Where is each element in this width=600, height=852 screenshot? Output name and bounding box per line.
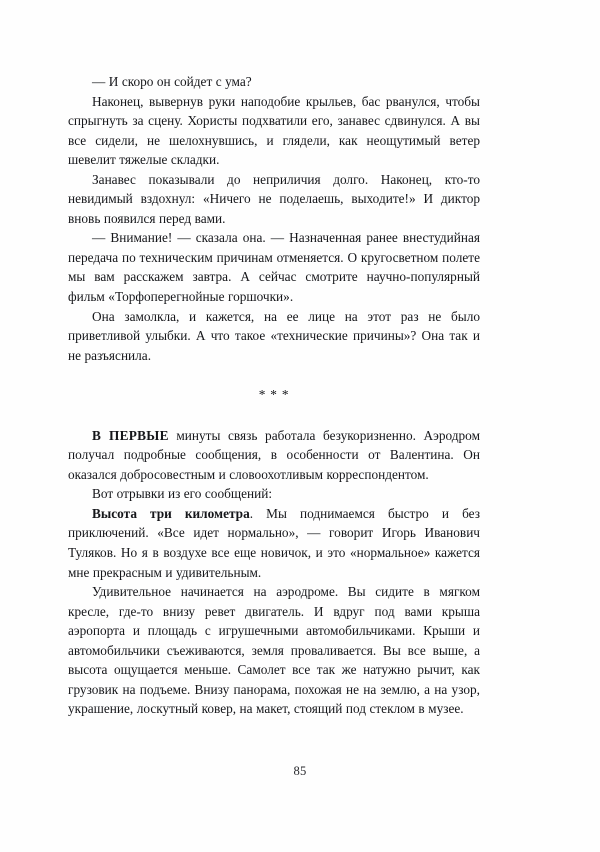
section-lead-caps: В ПЕРВЫЕ xyxy=(92,427,169,443)
paragraph-dialogue-2: — Внимание! — сказала она. — Назначенная ранее внестудийная передача по техническим причинам отменяется. О кругосветном полете мы вам расскажем завтра. А сейчас смотрите научно-популярный фильм «Торфоперегнойные горшочки». xyxy=(68,230,480,305)
page-number: 85 xyxy=(293,764,307,778)
paragraph-narrative-3: Она замолкла, и кажется, на ее лице на этот раз не было приветливой улыбки. А что такое «технические причины»? Она так и не разъяснила. xyxy=(68,308,480,363)
section-separator-asterisks: * * * xyxy=(258,387,290,403)
paragraph-dispatch xyxy=(68,504,480,582)
dispatch-body-run: . Мы поднимаемся быстро и без приключений. «Все идет нормально», — говорит Игорь Иванович Туляков. Но я в воздухе все еще новичок, и это «нормальное» кажется мне прекрасным и удивительным. xyxy=(68,505,480,580)
text-column xyxy=(68,72,480,719)
separator-spacer-bottom xyxy=(68,405,480,426)
separator-spacer-top xyxy=(68,365,480,385)
dispatch-heading-run: Высота три километра xyxy=(92,505,250,521)
paragraph-narrative-2: Занавес показывали до неприличия долго. Наконец, кто-то невидимый вздохнул: «Ничего не поделаешь, выходите!» И диктор вновь появился перед вами. xyxy=(68,171,480,226)
paragraph-closing: Удивительное начинается на аэродроме. Вы сидите в мягком кресле, где-то внизу ревет двигатель. И вдруг под вами крыша аэропорта и площадь с игрушечными автомобильчиками. Крыши и автомобильчики съеживаются, земля проваливается. Вы все выше, а высота ощущается меньше. Самолет все так же натужно рычит, как грузовик на подъеме. Внизу панорама, похожая не на землю, а на узор, украшение, лоскутный ковер, на макет, стоящий под стеклом в музее. xyxy=(68,584,480,717)
section-lead-body: минуты связь работала безукоризненно. Аэродром получал подробные сообщения, в особенности от Валентина. Он оказался добросовестным и словоохотливым корреспондентом. xyxy=(68,427,480,482)
paragraph-narrative-1: Наконец, вывернув руки наподобие крыльев, бас рванулся, чтобы спрыгнуть за сцену. Хористы подхватили его, занавес сдвинулся. А вы все сидели, не шелохнувшись, и глядели, как неощутимый ветер шевелит тяжелые складки. xyxy=(68,93,480,168)
paragraph-intro-line: Вот отрывки из его сообщений: xyxy=(92,486,273,502)
paragraph-dialogue-1: — И скоро он сойдет с ума? xyxy=(92,74,252,89)
paragraph-section-opening xyxy=(68,426,480,485)
